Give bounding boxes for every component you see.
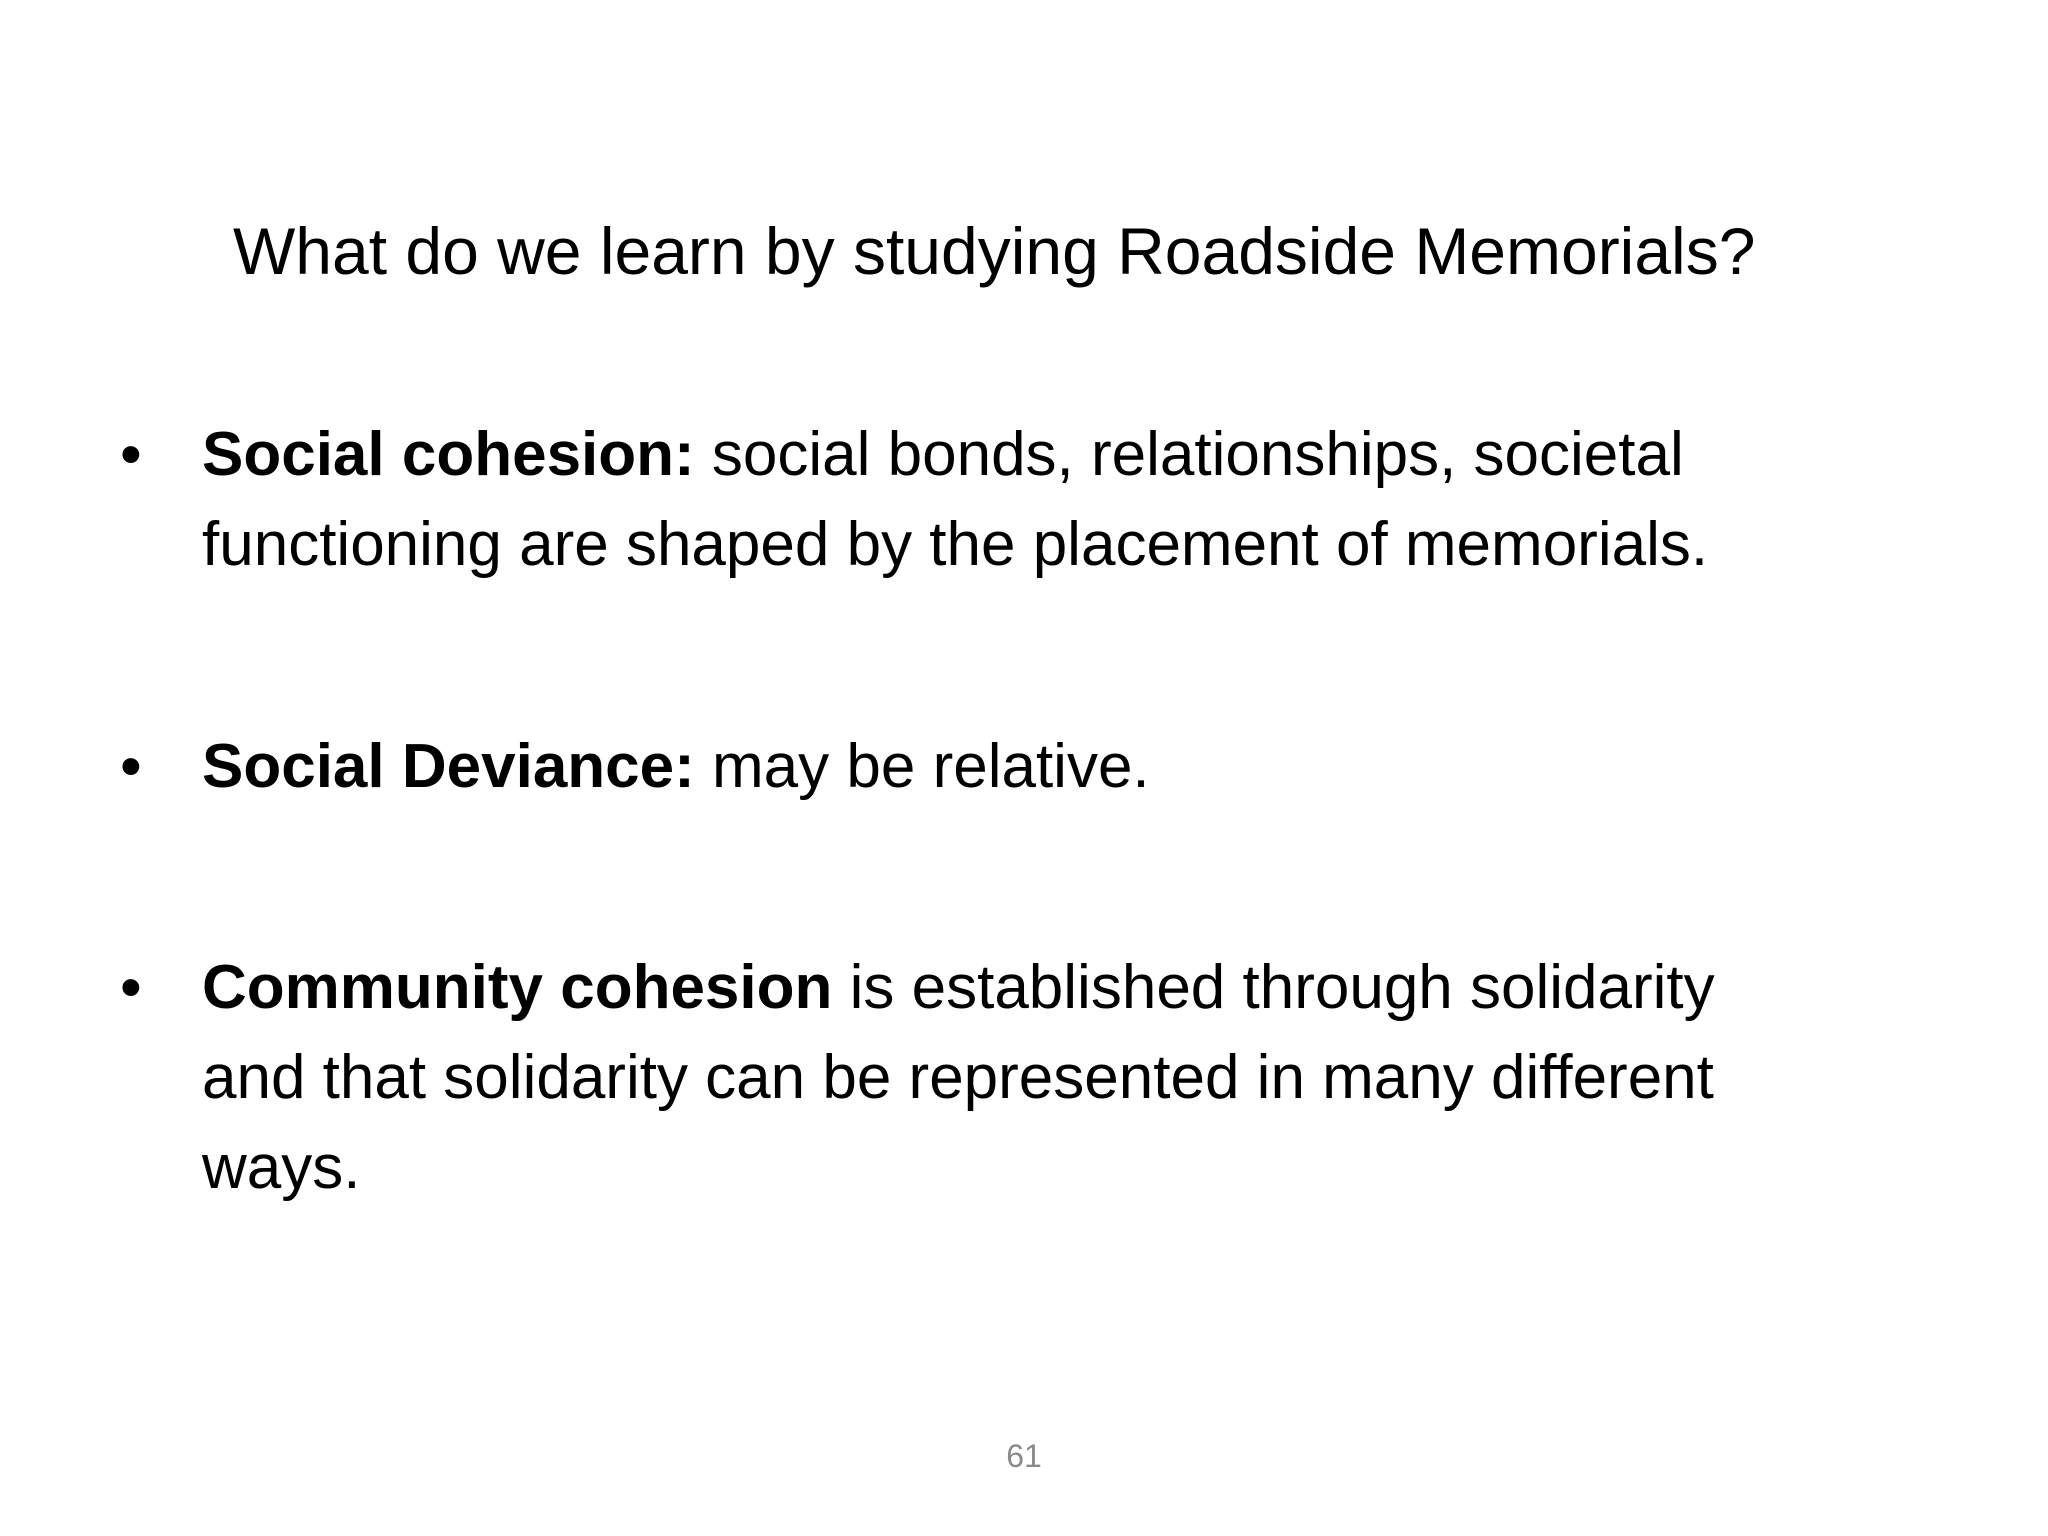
bullet-text	[202, 722, 2002, 812]
bullet-item-social-cohesion	[120, 410, 1920, 590]
bullet-description: may be relative.	[694, 732, 1150, 801]
bullet-term: Social Deviance:	[202, 732, 695, 801]
bullet-icon: •	[120, 953, 142, 1022]
bullet-term: Social cohesion:	[202, 420, 695, 489]
bullet-description: social bonds, relationships, societal	[694, 420, 1684, 489]
bullet-line: functioning are shaped by the placement of memorials.	[202, 510, 1709, 579]
bullet-line	[202, 722, 2002, 812]
slide-title: What do we learn by studying Roadside Memorials?	[233, 214, 1756, 288]
bullet-text	[202, 410, 2002, 590]
bullet-line: ways.	[202, 1133, 361, 1202]
bullet-line	[202, 943, 2002, 1033]
bullet-line	[202, 410, 2002, 500]
bullet-term: Community cohesion	[202, 953, 833, 1022]
bullet-description: is established through solidarity	[832, 953, 1715, 1022]
bullet-icon: •	[120, 732, 142, 801]
bullet-icon: •	[120, 420, 142, 489]
bullet-item-community-cohesion	[120, 943, 1920, 1213]
bullet-text	[202, 943, 2002, 1213]
bullet-line: and that solidarity can be represented in many different	[202, 1043, 1714, 1112]
bullet-item-social-deviance	[120, 722, 1920, 812]
page-number: 61	[1006, 1438, 1042, 1474]
